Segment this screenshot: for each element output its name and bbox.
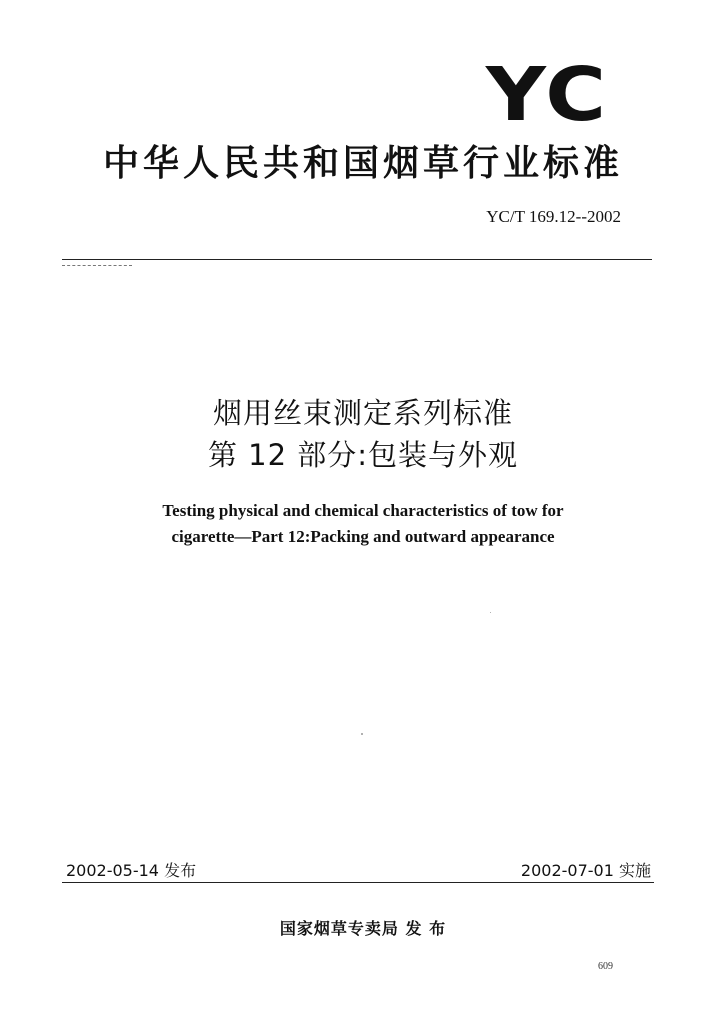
scan-speck <box>361 733 363 735</box>
yc-logo: YC <box>485 52 608 138</box>
english-title-line-1: Testing physical and chemical characteristics of tow for <box>162 501 564 520</box>
chinese-title-line-2: 第 12 部分:包装与外观 <box>207 438 519 472</box>
scan-speck <box>490 612 491 613</box>
implementation-date: 2002-07-01 实施 <box>520 861 651 880</box>
page-number: 609 <box>598 961 613 972</box>
header-divider <box>62 259 652 260</box>
standard-number: YC/T 169.12--2002 <box>486 207 621 226</box>
chinese-title-line-1: 烟用丝束测定系列标准 <box>212 396 513 430</box>
publisher: 国家烟草专卖局 发 布 <box>279 919 447 938</box>
english-title-line-2: cigarette—Part 12:Packing and outward appearance <box>171 527 555 546</box>
issue-date: 2002-05-14 发布 <box>66 861 197 880</box>
industry-standard-title: 中华人民共和国烟草行业标准 <box>102 143 623 184</box>
footer-divider <box>62 882 654 883</box>
header-divider-dash <box>62 265 132 266</box>
